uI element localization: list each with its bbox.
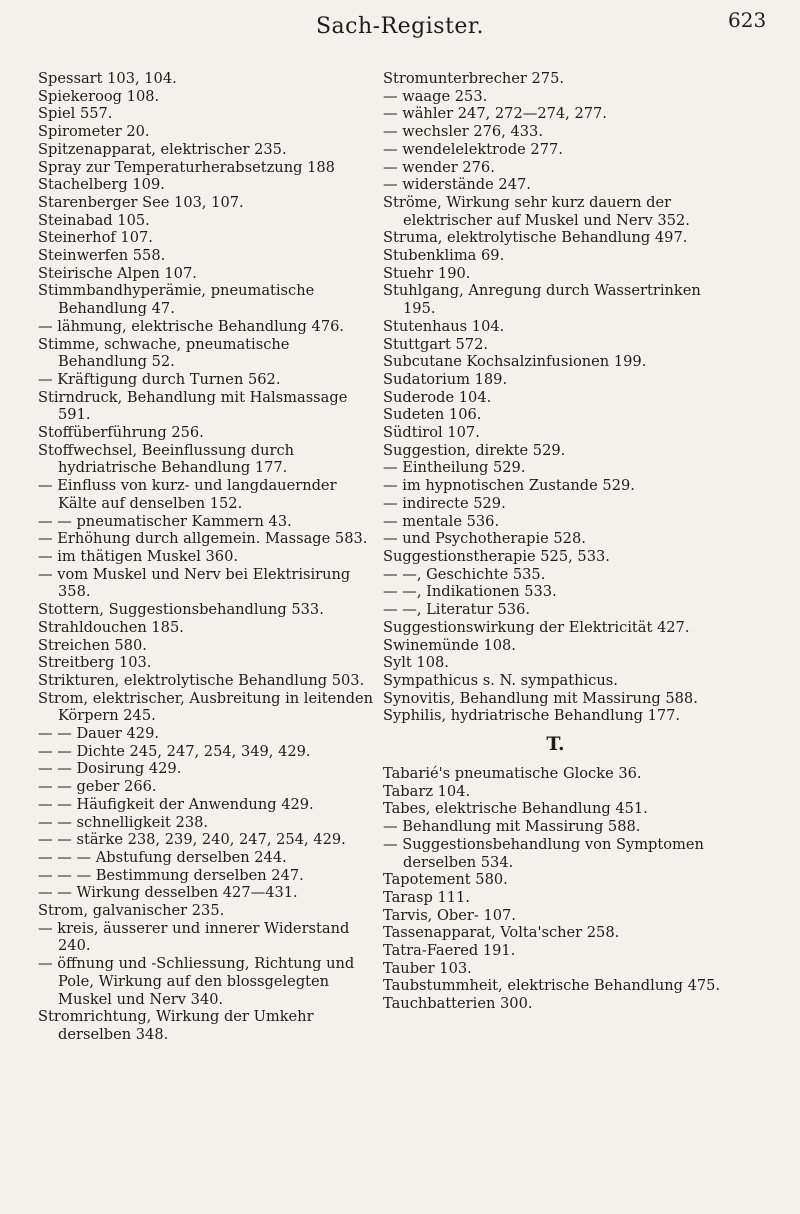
index-entry: Suggestion, direkte 529. [383, 441, 566, 459]
index-entry: Suderode 104. [383, 388, 492, 406]
index-entry: Stachelberg 109. [38, 176, 165, 194]
index-entry: — —, Indikationen 533. [383, 583, 557, 601]
index-entry: Tauber 103. [383, 959, 472, 977]
index-entry: — widerstände 247. [383, 176, 531, 194]
index-entry: — Kräftigung durch Turnen 562. [38, 370, 281, 388]
index-entry: Südtirol 107. [383, 424, 480, 442]
index-entry: — vom Muskel und Nerv bei Elektrisirung 358. [38, 565, 351, 601]
index-entry: — wechsler 276, 433. [383, 123, 543, 141]
index-entry: Stubenklima 69. [383, 247, 505, 265]
index-entry: Spitzenapparat, elektrischer 235. [38, 140, 287, 158]
index-entry: Stuehr 190. [383, 264, 471, 282]
index-entry: Steinerhof 107. [38, 229, 153, 247]
index-entry: — Eintheilung 529. [383, 459, 526, 477]
index-entry: Spessart 103, 104. [38, 70, 177, 87]
index-entry: Stromunterbrecher 275. [383, 70, 565, 87]
index-entry: — — — Abstufung derselben 244. [38, 848, 287, 866]
index-entry: — —, Geschichte 535. [383, 565, 546, 583]
index-entry: Tarasp 111. [383, 888, 470, 906]
index-entry: Tarvis, Ober- 107. [383, 906, 516, 924]
index-entry: — waage 253. [383, 87, 488, 105]
index-entry: Sylt 108. [383, 654, 449, 672]
index-entry: Stoffüberführung 256. [38, 424, 204, 442]
index-entry: Suggestionstherapie 525, 533. [383, 547, 610, 565]
index-entry: Synovitis, Behandlung mit Massirung 588. [383, 689, 698, 707]
index-entry: Swinemünde 108. [383, 636, 516, 654]
index-entry: Ströme, Wirkung sehr kurz dauern der elektrischer auf Muskel und Nerv 352. [383, 193, 690, 229]
index-entry: Strahldouchen 185. [38, 618, 184, 636]
index-entry: Stutenhaus 104. [383, 317, 505, 335]
index-section-t [383, 765, 728, 1013]
index-entry: — — schnelligkeit 238. [38, 813, 209, 831]
page-title: Sach-Register. [315, 14, 485, 39]
index-entry: — Suggestionsbehandlung von Symptomen derselben 534. [383, 835, 704, 871]
index-entry: Tabarié's pneumatische Glocke 36. [383, 765, 642, 783]
index-section-s-continued [383, 70, 728, 725]
index-entry: Sudatorium 189. [383, 370, 508, 388]
index-entry: Streitberg 103. [38, 654, 152, 672]
index-entry: Stimme, schwache, pneumatische Behandlung 52. [38, 335, 290, 371]
index-entry: — indirecte 529. [383, 494, 506, 512]
index-column-left [38, 70, 376, 1044]
index-entry: — kreis, äusserer und innerer Widerstand 240. [38, 919, 350, 955]
index-entry: Spray zur Temperaturherabsetzung 188 [38, 158, 335, 176]
index-entry: Suggestionswirkung der Elektricität 427. [383, 618, 690, 636]
index-entry: — — Dauer 429. [38, 725, 160, 743]
index-entry: Sudeten 106. [383, 406, 482, 424]
index-entry: — — pneumatischer Kammern 43. [38, 512, 292, 530]
index-entry: Spirometer 20. [38, 123, 150, 141]
index-entry: — lähmung, elektrische Behandlung 476. [38, 317, 345, 335]
index-entry: — öffnung und -Schliessung, Richtung und Pole, Wirkung auf den blossgelegten Muskel und Nerv 340. [38, 955, 355, 1008]
index-entry: Spiekeroog 108. [38, 87, 160, 105]
index-entry: — und Psychotherapie 528. [383, 530, 586, 548]
index-entry: Tassenapparat, Volta'scher 258. [383, 924, 620, 942]
index-entry: Subcutane Kochsalzinfusionen 199. [383, 353, 647, 371]
index-entry: — — — Bestimmung derselben 247. [38, 866, 304, 884]
index-entry: — wähler 247, 272—274, 277. [383, 105, 607, 123]
index-entry: — — stärke 238, 239, 240, 247, 254, 429. [38, 831, 346, 849]
index-entry: Streichen 580. [38, 636, 147, 654]
index-entry: Stirndruck, Behandlung mit Halsmassage 591. [38, 388, 348, 424]
index-entry: — — Dosirung 429. [38, 760, 182, 778]
index-entry: Steirische Alpen 107. [38, 264, 197, 282]
index-entry: Stuttgart 572. [383, 335, 489, 353]
index-entry: Stimmbandhyperämie, pneumatische Behandlung 47. [38, 282, 315, 318]
index-entry: — mentale 536. [383, 512, 500, 530]
section-letter-t: T. [546, 733, 565, 756]
index-entry: — — Häufigkeit der Anwendung 429. [38, 795, 314, 813]
page-number: 623 [728, 8, 767, 32]
index-entry: — — geber 266. [38, 778, 157, 796]
index-entry: — wendelelektrode 277. [383, 140, 563, 158]
index-entry: Struma, elektrolytische Behandlung 497. [383, 229, 688, 247]
index-entry: Tatra-Faered 191. [383, 942, 516, 960]
index-entry: — Behandlung mit Massirung 588. [383, 818, 641, 836]
index-entry: Stuhlgang, Anregung durch Wassertrinken 195. [383, 282, 701, 318]
index-entry: — — Dichte 245, 247, 254, 349, 429. [38, 742, 311, 760]
index-entry: — Einfluss von kurz- und langdauernder Kälte auf denselben 152. [38, 477, 337, 512]
index-entry: Stottern, Suggestionsbehandlung 533. [38, 601, 324, 619]
index-entry: Tauchbatterien 300. [383, 995, 533, 1013]
index-entry: Tabes, elektrische Behandlung 451. [383, 800, 648, 818]
index-entry: — —, Literatur 536. [383, 601, 531, 619]
index-entry: — — Wirkung desselben 427—431. [38, 884, 298, 902]
index-entry: Steinwerfen 558. [38, 247, 166, 265]
index-entry: Strikturen, elektrolytische Behandlung 503. [38, 671, 365, 689]
index-entry: — wender 276. [383, 158, 495, 176]
index-entry: Stromrichtung, Wirkung der Umkehr derselben 348. [38, 1008, 314, 1043]
index-entry: Strom, elektrischer, Ausbreitung in leitenden Körpern 245. [38, 689, 374, 725]
index-entry: Starenberger See 103, 107. [38, 193, 244, 211]
index-entry: Sympathicus s. N. sympathicus. [383, 671, 618, 689]
index-entry: Syphilis, hydriatrische Behandlung 177. [383, 707, 681, 725]
index-entry: Strom, galvanischer 235. [38, 902, 225, 920]
index-entry: Tapotement 580. [383, 871, 508, 889]
index-entry: Steinabad 105. [38, 211, 150, 229]
index-entry: — Erhöhung durch allgemein. Massage 583. [38, 530, 368, 548]
index-entry: Taubstummheit, elektrische Behandlung 475. [383, 977, 721, 995]
index-entry: — im thätigen Muskel 360. [38, 547, 239, 565]
index-entry: Stoffwechsel, Beeinflussung durch hydriatrische Behandlung 177. [38, 441, 295, 477]
index-entry: Tabarz 104. [383, 782, 471, 800]
index-column-right [383, 70, 728, 1013]
index-entry: Spiel 557. [38, 105, 113, 123]
index-entry: — im hypnotischen Zustande 529. [383, 477, 635, 495]
